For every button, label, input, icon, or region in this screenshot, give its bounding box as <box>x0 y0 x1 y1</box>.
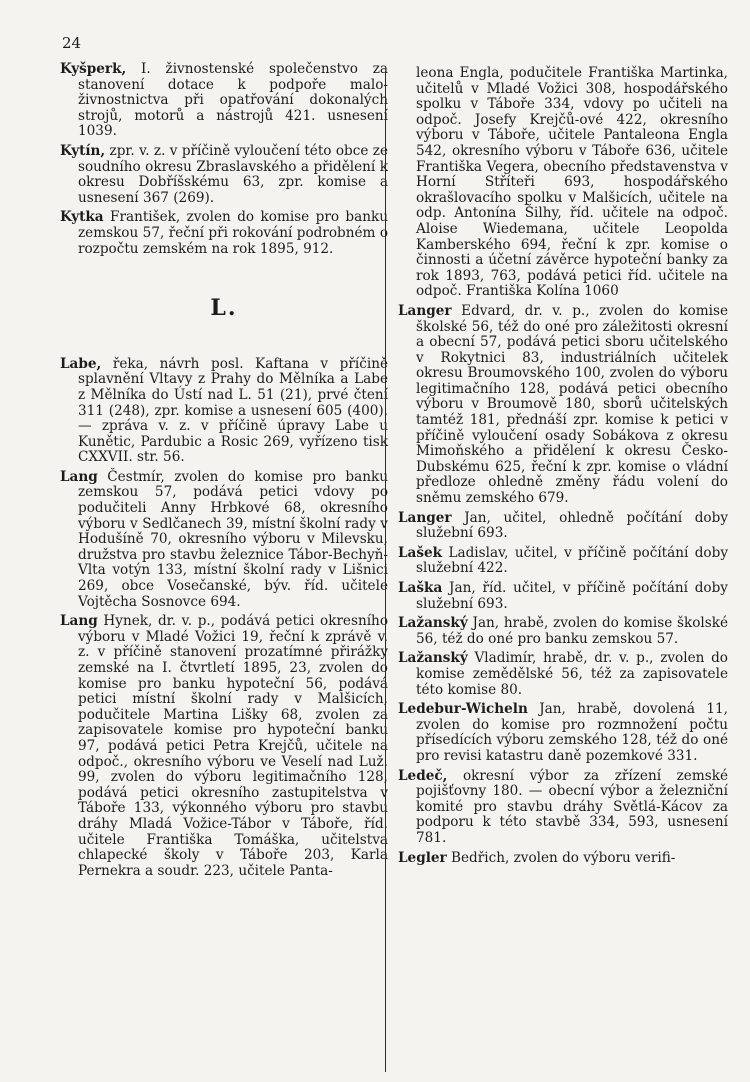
index-entry: Ledeč, okresní výbor za zřízení zemské pojišťovny 180. — obecní výbor a železniční komité pro stavbu dráhy Světlá-Kácov za podporu k této stavbě 334, 593, usnesení 781. <box>398 767 728 846</box>
index-entry: Kyšperk, I. živnostenské společenstvo za stanovení dotace k podpoře malo-živnostnictva při opatřování dokonalých strojů, motorů a nástrojů 421. usnesení 1039. <box>60 61 388 140</box>
index-entry: Labe, řeka, návrh posl. Kaftana v příčině splavnění Vltavy z Prahy do Mělníka a Labe z Mělníka do Ústí nad L. 51 (21), prvé čtení 311 (248), zpr. komise a usnesení 605 (400). — zpráva v. z. v příčině úpravy Labe u Kunětic, Pardubic a Rosic 269, vyřízeno tisk CXXVII. str. 56. <box>60 355 388 466</box>
right-column <box>398 66 728 870</box>
index-entry: Legler Bedřich, zvolen do výboru verifi- <box>398 849 676 866</box>
index-entry: Kytka František, zvolen do komise pro banku zemskou 57, řeční při rokování podrobném o rozpočtu zemském na rok 1895, 912. <box>60 209 388 257</box>
index-entry: Langer Jan, učitel, ohledně počítání doby služební 693. <box>398 509 728 542</box>
section-letter: L. <box>210 295 238 322</box>
index-entry: Lažanský Jan, hrabě, zvolen do komise školské 56, též do oné pro banku zemskou 57. <box>398 615 728 647</box>
index-entry: Lažanský Vladimír, hrabě, dr. v. p., zvolen do komise zemědělské 56, též za zapisovatele této komise 80. <box>398 650 728 698</box>
index-entry: Lašek Ladislav, učitel, v příčině počítání doby služební 422. <box>398 544 728 577</box>
index-entry: Lang Hynek, dr. v. p., podává petici okresního výboru v Mladé Vožici 19, řeční k zprávě v. z. v příčině stanovení prozatímné přirážky zemské na I. čtvrtletí 1895, 23, zvolen do komise pro banku hypoteční 56, podává petici místní školní rady v Malšicích, podučitele Martina Lišky 68, zvolen za zapisovatele komise pro hypoteční banku 97, podává petici Petra Krejčů, učitele na odpoč., okresního výboru ve Veselí nad Luž. 99, zvolen do výboru legitimačního 128, podává petici okresního zastupitelstva v Táboře 133, výkonného výboru pro stavbu dráhy Mladá Vožice-Tábor v Táboře, říd. učitele Františka Tomáška, učitelstva chlapecké školy v Táboře 203, Karla Pernekra a soudr. 223, učitele Panta- <box>60 613 388 879</box>
column-divider <box>385 72 386 1072</box>
index-entry: Lang Čestmír, zvolen do komise pro banku zemskou 57, podává petici vdovy po podučiteli Anny Hrbkové 68, okresního výboru v Sedlčanech 39, místní školní rady v Hodušíně 70, okresního výboru v Milevsku, družstva pro stavbu železnice Tábor-Bechyň-Vlta votýn 133, místní školní rady v Lišnici 269, obce Vosečanské, býv. říd. učitele Vojtěcha Sosnovce 694. <box>60 468 388 610</box>
page-number: 24 <box>62 34 82 52</box>
entry-continuation: leona Engla, podučitele Františka Martinka, učitelů v Mladé Vožici 308, hospodářského spolku v Táboře 334, vdovy po učiteli na odpoč. Josefy Krejčů-ové 422, okresního výboru v Táboře, učitele Pantaleona Engla 542, okresního výboru v Táboře 636, učitele Františka Vegera, obecního představenstva v Horní Stříteři 693, hospodářského okrašlovacího spolku v Malšicích, učitele na odp. Antonína Šilhy, říd. učitele na odpoč. Aloise Wiedemana, učitele Leopolda Kamberského 694, řeční k zpr. komise o činnosti a účetní závěrce hypoteční banky za rok 1893, 763, podává petici říd. učitele na odpoč. Františka Kolína 1060 <box>416 65 728 300</box>
index-entry: Kytín, zpr. v. z. v příčině vyloučení této obce ze soudního okresu Zbraslavského a přidělení k okresu Dobříšskému 63, zpr. komise a usnesení 367 (269). <box>60 142 388 206</box>
index-entry: Langer Edvard, dr. v. p., zvolen do komise školské 56, též do oné pro záležitosti okresní a obecní 57, podává petici sboru učitelského v Rokytnici 83, industriálních učitelek okresu Broumovského 100, zvolen do výboru legitimačního 128, podává petici obecního výboru v Broumově 180, sborů učitelských tamtéž 181, přednáší zpr. komise k petici v příčině vyloučení osady Sobákova z okresu Mimoňského a přidělení k okresu Česko-Dubskému 625, řeční k zpr. komise o vládní předloze ohledně změny řádu volení do sněmu zemského 679. <box>398 302 728 507</box>
left-column <box>60 62 388 883</box>
index-entry: Laška Jan, říd. učitel, v příčině počítání doby služební 693. <box>398 580 728 612</box>
index-entry: Ledebur-Wicheln Jan, hrabě, dovolená 11, zvolen do komise pro rozmnožení počtu přísedících výboru zemského 128, též do oné pro revisi katastru daně pozemkové 331. <box>398 701 728 764</box>
